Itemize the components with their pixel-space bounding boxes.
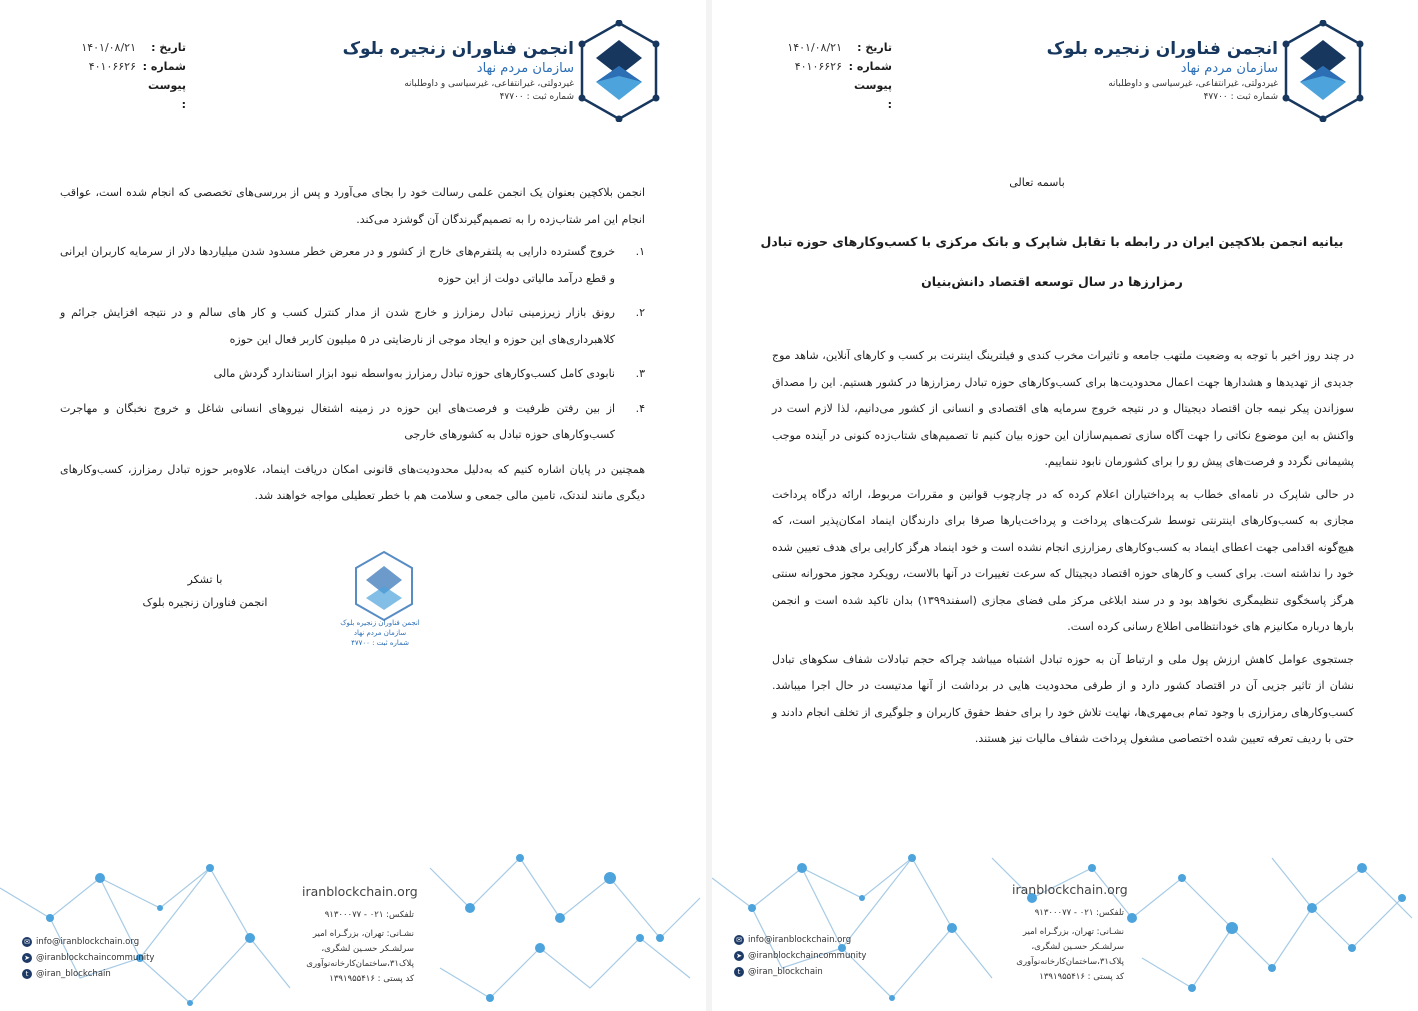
salutation: باسمه تعالی xyxy=(1009,176,1065,189)
stamp-registration: شماره ثبت : ۴۷۷۰۰ xyxy=(351,639,409,647)
org-name: انجمن فناوران زنجیره بلوک xyxy=(342,39,574,59)
footer-social xyxy=(22,934,154,982)
list-item xyxy=(60,396,645,449)
attachment-label: پیوست : xyxy=(854,79,892,111)
org-header xyxy=(1038,38,1278,104)
footer-telegram[interactable]: @iranblockchaincommunity xyxy=(748,951,867,961)
footer-address-1: نشـانی: تهران، بزرگـراه امیر xyxy=(1022,927,1124,937)
paragraph: در حالی شاپرک در نامه‌ای خطاب به پرداختیاران اعلام کرده که در چارچوب قوانین و مقررات مربوط، ارائه درگاه پرداخت مجازی به کسب‌وکارهای اینترنتی توسط شرکت‌های پرداخت و پرداخت‌یارها صرفا برای دارندگان اینماد امکان‌پذیر است، که هیچ‌گونه اقدامی جهت اعطای اینماد به کسب‌وکارهای رمزارزی انجام نشده است و خود اینماد هرگز کارایی برای هدف تعیین شده خود را نداشته است. برای کسب و کارهای حوزه اقتصاد دیجیتال که سرعت تغییرات در آنها بالاست، رویکرد مجوز محورانه سنتی هرگز پاسخگوی تنظیمگری نخواهد بود و در سند ابلاغی مرکز ملی فضای مجازی (اسفند۱۳۹۹) بدان تاکید شده است و انجمن بارها درباره مکانیزم های خودانتظامی اطلاع رسانی کرده است. xyxy=(772,487,1355,633)
date-value: ۱۴۰۱/۰۸/۲۱ xyxy=(787,41,842,54)
page-gap xyxy=(706,0,712,1011)
footer-postal: کد پستی : ۱۳۹۱۹۵۵۴۱۶ xyxy=(329,974,414,984)
stamp-subtitle: سازمان مردم نهاد xyxy=(353,629,407,637)
title-line-2: رمزارزها در سال توسعه اقتصاد دانش‌بنیان xyxy=(921,274,1183,289)
footer-contact xyxy=(264,908,414,987)
intro-paragraph: انجمن بلاکچین بعنوان یک انجمن علمی رسالت خود را بجای می‌آورد و پس از بررسی‌های تخصصی که انجام شده است، عواقب انجام این امر شتاب‌زده را به تصمیم‌گیرندگان آن گوشزد می‌کند. xyxy=(60,186,645,226)
org-description: غیردولتی، غیرانتفاعی، غیرسیاسی و داوطلبانه xyxy=(1108,79,1278,89)
org-subtitle: سازمان مردم نهاد xyxy=(1180,61,1278,76)
org-name: انجمن فناوران زنجیره بلوک xyxy=(1046,39,1278,59)
date-label: تاریخ : xyxy=(857,41,892,54)
statement-title xyxy=(752,222,1352,302)
footer-phone: تلفکس: ۰۲۱ - ۹۱۳۰۰۰۷۷ xyxy=(324,910,414,920)
list-item xyxy=(60,239,645,292)
footer-address-2: سرلشـکر حسـین لشگری، xyxy=(321,944,414,954)
letter-meta xyxy=(742,38,892,114)
list-number: ۴. xyxy=(635,401,645,415)
letter-meta xyxy=(36,38,186,114)
footer-address-3: پلاک۳۱،ساختمان‌کارخانه‌نوآوری xyxy=(1016,957,1124,967)
list-text: رونق بازار زیرزمینی تبادل رمزارز و خارج شدن از مدار کنترل کسب و کار های سالم و در نتیجه افزایش جرائم و کلاهبرداری‌های این حوزه و ایجاد موجی از نارضایتی در ۵ میلیون کاربر فعال این حوزه xyxy=(60,306,615,346)
footer-email[interactable]: info@iranblockchain.org xyxy=(36,937,140,947)
footer-twitter[interactable]: @iran_blockchain xyxy=(36,969,111,979)
org-stamp xyxy=(340,548,420,658)
footer-address-3: پلاک۳۱،ساختمان‌کارخانه‌نوآوری xyxy=(306,959,414,969)
right-body xyxy=(772,343,1354,759)
telegram-icon: ➤ xyxy=(22,953,32,963)
number-label: شماره : xyxy=(848,60,892,73)
closing-signature: انجمن فناوران زنجیره بلوک xyxy=(142,596,268,609)
org-subtitle: سازمان مردم نهاد xyxy=(476,61,574,76)
org-registration: شماره ثبت : ۴۷۷۰۰ xyxy=(1203,92,1278,102)
stamp-name: انجمن فناوران زنجیره بلوک xyxy=(340,619,420,627)
page-footer xyxy=(0,838,706,1011)
list-text: از بین رفتن ظرفیت و فرصت‌های این حوزه در زمینه اشتغال نیروهای انسانی شاغل و خروج نخبگان و مهاجرت کسب‌وکارهای حوزه تبادل به کشورهای خارجی xyxy=(60,401,615,441)
letter-page-1 xyxy=(712,0,1418,1011)
list-number: ۱. xyxy=(635,245,645,258)
footer-email[interactable]: info@iranblockchain.org xyxy=(748,935,852,945)
list-text: خروج گسترده دارایی به پلتفرم‌های خارج از کشور و در معرض خطر مسدود شدن میلیاردها دلار از سرمایه کاربران ایرانی و قطع درآمد مالیاتی دولت از این حوزه xyxy=(60,245,615,285)
paragraph: در چند روز اخیر با توجه به وضعیت ملتهب جامعه و تاثیرات مخرب کندی و فیلترینگ اینترنت بر کسب و کارهای آنلاین، شاهد موج جدیدی از تهدیدها و هشدارها جهت اعمال محدودیت‌ها برای کسب‌وکارهای حوزه تبادل رمزارزها در کشور هستیم. این را مصداق سوزاندن پیکر نیمه جان اقتصاد دیجیتال و در نتیجه خروج سرمایه های اقتصادی و انسانی از کشور می‌دانیم، لذا لازم است در واکنش به این موضوع نکاتی را جهت آگاه سازی تصمیم‌سازان این حوزه بیان کنیم تا تصمیم‌های شتاب‌زده کنونی در آینده موجب پشیمانی نگردد و فرصت‌های پیش رو را برای کشورمان نابود ننماییم. xyxy=(772,349,1354,468)
list-text: نابودی کامل کسب‌وکارهای حوزه تبادل رمزارز به‌واسطه نبود ابزار استاندارد گردش مالی xyxy=(213,367,615,380)
footer-telegram[interactable]: @iranblockchaincommunity xyxy=(36,953,155,963)
list-item xyxy=(60,300,645,353)
paragraph: جستجوی عوامل کاهش ارزش پول ملی و ارتباط آن به حوزه تبادل اشتباه میباشد چراکه حجم تبادلات شفاف سکوهای تبادل نشان از تاثیر جزیی آن در اقتصاد کشور دارد و از طرفی محدودیت هایی در برداشت از آنها مدتیست در حال اجرا میباشد. کسب‌وکارهای رمزارزی با وجود تمام بی‌مهری‌ها، نهایت تلاش خود را برای حفظ حقوق کاربران و جلوگیری از تخلف انجام دادند و حتی با ردیف تعرفه تعیین شده اختصاصی مشغول پرداخت شفاف مالیات نیز هستند. xyxy=(772,652,1354,745)
page-footer xyxy=(712,838,1418,1011)
number-label: شماره : xyxy=(142,60,186,73)
date-label: تاریخ : xyxy=(151,41,186,54)
list-number: ۲. xyxy=(635,306,645,319)
footer-address-1: نشـانی: تهران، بزرگـراه امیر xyxy=(312,929,414,939)
org-header xyxy=(334,38,574,104)
footer-website[interactable]: iranblockchain.org xyxy=(1012,882,1128,897)
footer-address-2: سرلشـکر حسـین لشگری، xyxy=(1031,942,1124,952)
footer-social xyxy=(734,932,866,980)
closing-thanks: با تشکر xyxy=(187,573,223,586)
email-icon: ✉ xyxy=(734,935,744,945)
left-body xyxy=(60,180,645,516)
org-description: غیردولتی، غیرانتفاعی، غیرسیاسی و داوطلبانه xyxy=(404,79,574,89)
footer-twitter[interactable]: @iran_blockchain xyxy=(748,967,823,977)
list-number: ۳. xyxy=(635,367,645,380)
date-value: ۱۴۰۱/۰۸/۲۱ xyxy=(81,41,136,54)
footer-website[interactable]: iranblockchain.org xyxy=(302,884,418,899)
footer-phone: تلفکس: ۰۲۱ - ۹۱۳۰۰۰۷۷ xyxy=(1034,908,1124,918)
email-icon: ✉ xyxy=(22,937,32,947)
number-value: ۴۰۱۰۶۶۲۶ xyxy=(794,60,842,73)
attachment-label: پیوست : xyxy=(148,79,186,111)
closing xyxy=(120,568,290,614)
consequences-list xyxy=(60,239,645,449)
org-logo-hexagon xyxy=(1282,20,1364,122)
conclusion-paragraph: همچنین در پایان اشاره کنیم که به‌دلیل محدودیت‌های قانونی امکان دریافت اینماد، علاوه‌بر حوزه تبادل رمزارز، کسب‌وکارهای دیگری مانند لندتک، تامین مالی جمعی و سلامت هم با خطر تعطیلی مواجه خواهند شد. xyxy=(60,462,645,502)
twitter-icon: t xyxy=(22,969,32,979)
twitter-icon: t xyxy=(734,967,744,977)
telegram-icon: ➤ xyxy=(734,951,744,961)
footer-postal: کد پستی : ۱۳۹۱۹۵۵۴۱۶ xyxy=(1039,972,1124,982)
letter-page-2 xyxy=(0,0,706,1011)
org-registration: شماره ثبت : ۴۷۷۰۰ xyxy=(499,92,574,102)
org-logo-hexagon xyxy=(578,20,660,122)
title-line-1: بیانیه انجمن بلاکچین ایران در رابطه با تقابل شاپرک و بانک مرکزی با کسب‌وکارهای حوزه تبادل xyxy=(760,234,1344,249)
list-item xyxy=(60,361,645,388)
footer-contact xyxy=(974,906,1124,985)
number-value: ۴۰۱۰۶۶۲۶ xyxy=(88,60,136,73)
